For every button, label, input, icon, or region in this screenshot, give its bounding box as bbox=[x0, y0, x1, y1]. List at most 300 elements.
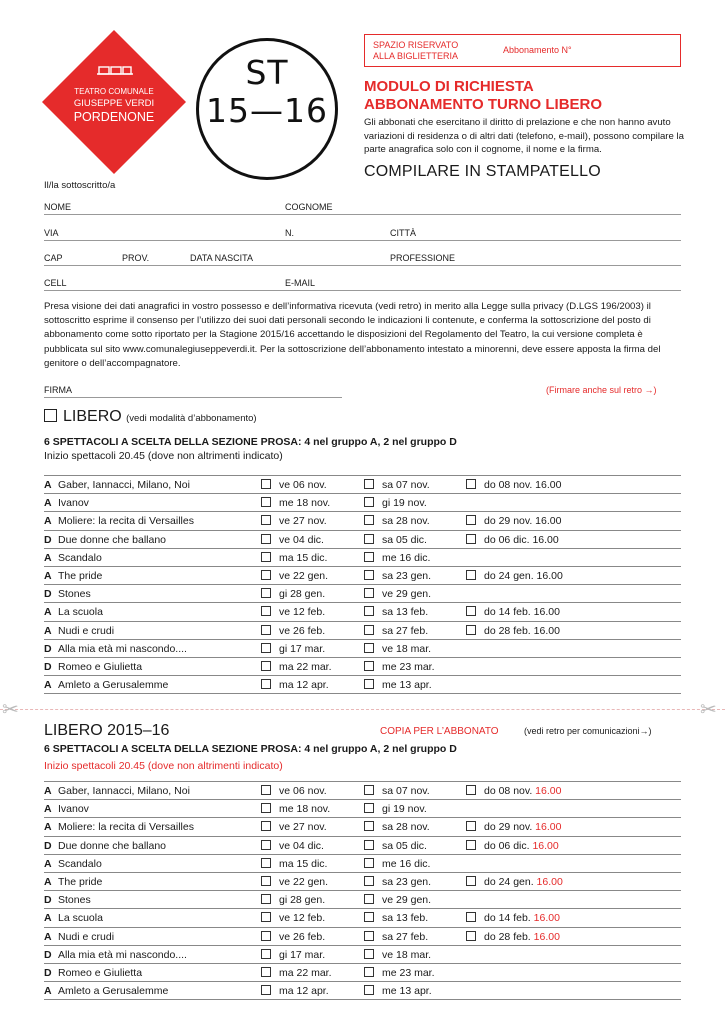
date-label: sa 13 feb. bbox=[382, 606, 429, 619]
date-label: gi 17 mar. bbox=[279, 642, 326, 655]
date-checkbox[interactable] bbox=[261, 985, 271, 995]
date-label: ve 27 nov. bbox=[279, 821, 327, 834]
date-option[interactable] bbox=[364, 985, 432, 997]
date-label: sa 13 feb. bbox=[382, 912, 429, 925]
date-label: me 16 dic. bbox=[382, 551, 431, 564]
show-title: Moliere: la recita di Versailles bbox=[58, 821, 194, 834]
show-title: Stones bbox=[58, 588, 91, 601]
time-label: 16.00 bbox=[530, 606, 560, 619]
date-option[interactable] bbox=[466, 606, 560, 618]
show-title: Scandalo bbox=[58, 857, 102, 870]
date-option[interactable] bbox=[261, 497, 330, 509]
date-label: ve 29 gen. bbox=[382, 588, 432, 601]
date-checkbox[interactable] bbox=[466, 785, 476, 795]
date-label: sa 05 dic. bbox=[382, 839, 427, 852]
date-checkbox[interactable] bbox=[364, 679, 374, 689]
date-option[interactable] bbox=[364, 894, 431, 906]
date-option[interactable] bbox=[364, 643, 431, 655]
date-option[interactable] bbox=[364, 876, 431, 888]
copia-label: COPIA PER L’ABBONATO bbox=[380, 726, 499, 737]
date-label: sa 07 nov. bbox=[382, 479, 430, 491]
citta-label: CITTÀ bbox=[390, 228, 416, 238]
date-option[interactable] bbox=[364, 912, 428, 924]
date-checkbox[interactable] bbox=[261, 661, 271, 671]
firmare-retro-note: (Firmare anche sul retro →) bbox=[546, 385, 657, 395]
date-option[interactable] bbox=[261, 894, 325, 906]
date-option[interactable] bbox=[261, 876, 328, 888]
date-label: ve 12 feb. bbox=[279, 912, 326, 925]
date-option[interactable] bbox=[364, 515, 430, 527]
data-nascita-label: DATA NASCITA bbox=[190, 253, 254, 263]
group-label: A bbox=[44, 857, 52, 870]
date-label: ve 04 dic. bbox=[279, 533, 324, 546]
show-row bbox=[44, 475, 681, 493]
date-label: do 29 nov. bbox=[484, 515, 533, 528]
date-label: ve 29 gen. bbox=[382, 894, 432, 907]
logo-line3: PORDENONE bbox=[73, 110, 155, 124]
show-row bbox=[44, 548, 681, 566]
show-row bbox=[44, 657, 681, 675]
date-label: gi 19 nov. bbox=[382, 497, 427, 510]
group-label: A bbox=[44, 803, 52, 816]
date-checkbox[interactable] bbox=[261, 912, 271, 922]
date-option[interactable] bbox=[261, 985, 329, 997]
date-checkbox[interactable] bbox=[466, 821, 476, 831]
show-title: Due donne che ballano bbox=[58, 533, 167, 546]
date-option[interactable] bbox=[364, 949, 431, 961]
date-checkbox[interactable] bbox=[364, 643, 374, 653]
time-label: 16.00 bbox=[533, 569, 563, 582]
date-option[interactable] bbox=[364, 588, 431, 600]
date-label: ve 27 nov. bbox=[279, 515, 327, 528]
cap-prov-field[interactable] bbox=[44, 265, 681, 266]
date-checkbox[interactable] bbox=[364, 840, 374, 850]
date-label: ve 22 gen. bbox=[279, 569, 329, 582]
date-checkbox[interactable] bbox=[466, 534, 476, 544]
date-label: do 06 dic. bbox=[484, 533, 530, 546]
show-row bbox=[44, 511, 681, 529]
date-option[interactable] bbox=[466, 912, 560, 924]
group-label: D bbox=[44, 588, 52, 601]
date-option[interactable] bbox=[364, 661, 435, 673]
date-option[interactable] bbox=[466, 570, 563, 582]
date-label: do 28 feb. bbox=[484, 624, 531, 637]
date-option[interactable] bbox=[466, 785, 561, 797]
group-label: A bbox=[44, 912, 52, 925]
show-title: Amleto a Gerusalemme bbox=[58, 679, 169, 692]
form-description: Gli abbonati che esercitano il diritto di prelazione e che non hanno avuto variazioni di residenza o di altri dati (telefono, e-mail), possono compilare la parte anagrafica solo con il cognome, il nome e la firma. bbox=[364, 117, 684, 155]
show-row bbox=[44, 530, 681, 548]
group-label: A bbox=[44, 479, 52, 491]
section2-times: Inizio spettacoli 20.45 (dove non altrimenti indicato) bbox=[44, 760, 283, 772]
date-checkbox[interactable] bbox=[364, 661, 374, 671]
date-checkbox[interactable] bbox=[364, 949, 374, 959]
group-label: D bbox=[44, 894, 52, 907]
show-row bbox=[44, 566, 681, 584]
shows-table bbox=[44, 475, 681, 694]
date-option[interactable] bbox=[261, 534, 324, 546]
date-option[interactable] bbox=[466, 515, 561, 527]
date-option[interactable] bbox=[261, 840, 324, 852]
date-label: do 29 nov. bbox=[484, 821, 533, 834]
show-row bbox=[44, 836, 681, 854]
date-option[interactable] bbox=[364, 606, 428, 618]
date-checkbox[interactable] bbox=[261, 840, 271, 850]
time-label: 16.00 bbox=[532, 785, 562, 797]
libero-note: (vedi modalità d’abbonamento) bbox=[126, 413, 257, 424]
date-label: me 18 nov. bbox=[279, 803, 331, 816]
libero-checkbox[interactable] bbox=[44, 409, 57, 422]
date-option[interactable] bbox=[261, 858, 327, 870]
time-label: 16.00 bbox=[530, 930, 560, 943]
show-row bbox=[44, 981, 681, 999]
date-option[interactable] bbox=[261, 515, 327, 527]
section2-subtitle: 6 SPETTACOLI A SCELTA DELLA SEZIONE PROSA: 4 nel gruppo A, 2 nel gruppo D bbox=[44, 743, 457, 755]
date-option[interactable] bbox=[261, 803, 330, 815]
date-checkbox[interactable] bbox=[364, 588, 374, 598]
date-label: ve 26 feb. bbox=[279, 930, 326, 943]
group-label: D bbox=[44, 642, 52, 655]
prov-label: PROV. bbox=[122, 253, 150, 263]
date-label: ma 12 apr. bbox=[279, 985, 329, 998]
date-option[interactable] bbox=[364, 967, 435, 979]
show-title: Moliere: la recita di Versailles bbox=[58, 515, 194, 528]
date-checkbox[interactable] bbox=[466, 606, 476, 616]
show-row bbox=[44, 602, 681, 620]
table-end-rule bbox=[44, 999, 681, 1000]
group-label: A bbox=[44, 930, 52, 943]
time-label: 16.00 bbox=[532, 479, 562, 491]
date-option[interactable] bbox=[261, 967, 332, 979]
time-label: 16.00 bbox=[529, 839, 559, 852]
date-option[interactable] bbox=[261, 588, 325, 600]
date-checkbox[interactable] bbox=[466, 931, 476, 941]
date-checkbox[interactable] bbox=[364, 858, 374, 868]
date-checkbox[interactable] bbox=[364, 552, 374, 562]
date-option[interactable] bbox=[364, 497, 427, 509]
group-label: A bbox=[44, 624, 52, 637]
date-checkbox[interactable] bbox=[261, 967, 271, 977]
date-option[interactable] bbox=[261, 479, 327, 491]
date-label: sa 23 gen. bbox=[382, 569, 432, 582]
group-label: A bbox=[44, 785, 52, 797]
date-checkbox[interactable] bbox=[364, 821, 374, 831]
libero-option[interactable] bbox=[44, 408, 257, 426]
date-label: do 24 gen. bbox=[484, 569, 534, 582]
date-checkbox[interactable] bbox=[364, 803, 374, 813]
show-title: La scuola bbox=[58, 912, 103, 925]
group-label: A bbox=[44, 551, 52, 564]
nome-label: NOME bbox=[44, 202, 71, 212]
date-checkbox[interactable] bbox=[261, 931, 271, 941]
date-checkbox[interactable] bbox=[261, 497, 271, 507]
group-label: A bbox=[44, 985, 52, 998]
reserved-box bbox=[364, 34, 681, 67]
date-label: me 23 mar. bbox=[382, 660, 435, 673]
show-title: La scuola bbox=[58, 606, 103, 619]
date-checkbox[interactable] bbox=[261, 625, 271, 635]
date-label: do 24 gen. bbox=[484, 875, 534, 888]
date-option[interactable] bbox=[364, 534, 427, 546]
date-label: sa 28 nov. bbox=[382, 821, 430, 834]
time-label: 16.00 bbox=[529, 533, 559, 546]
date-option[interactable] bbox=[261, 552, 327, 564]
date-label: ve 06 nov. bbox=[279, 479, 327, 491]
date-checkbox[interactable] bbox=[261, 552, 271, 562]
date-label: ma 15 dic. bbox=[279, 857, 328, 870]
date-checkbox[interactable] bbox=[466, 876, 476, 886]
date-checkbox[interactable] bbox=[261, 821, 271, 831]
theatre-logo bbox=[42, 30, 186, 174]
group-label: A bbox=[44, 875, 52, 888]
cell-label: CELL bbox=[44, 278, 67, 288]
date-option[interactable] bbox=[364, 679, 432, 691]
date-option[interactable] bbox=[261, 949, 325, 961]
show-row bbox=[44, 621, 681, 639]
date-checkbox[interactable] bbox=[364, 931, 374, 941]
date-label: me 18 nov. bbox=[279, 497, 331, 510]
date-option[interactable] bbox=[364, 625, 428, 637]
date-option[interactable] bbox=[466, 931, 560, 943]
show-row bbox=[44, 945, 681, 963]
show-row bbox=[44, 854, 681, 872]
date-checkbox[interactable] bbox=[364, 967, 374, 977]
time-label: 16.00 bbox=[530, 624, 560, 637]
date-label: do 14 feb. bbox=[484, 912, 531, 925]
date-label: do 06 dic. bbox=[484, 839, 530, 852]
date-label: me 13 apr. bbox=[382, 985, 432, 998]
show-row bbox=[44, 493, 681, 511]
date-checkbox[interactable] bbox=[466, 840, 476, 850]
n-label: N. bbox=[285, 228, 294, 238]
show-title: Ivanov bbox=[58, 803, 89, 816]
date-checkbox[interactable] bbox=[364, 515, 374, 525]
date-checkbox[interactable] bbox=[261, 570, 271, 580]
email-label: E-MAIL bbox=[285, 278, 316, 288]
scissors-icon: ✂ bbox=[2, 699, 19, 721]
date-checkbox[interactable] bbox=[364, 606, 374, 616]
date-checkbox[interactable] bbox=[364, 912, 374, 922]
group-label: A bbox=[44, 606, 52, 619]
date-checkbox[interactable] bbox=[261, 588, 271, 598]
table-end-rule bbox=[44, 693, 681, 694]
cap-label: CAP bbox=[44, 253, 63, 263]
date-label: me 13 apr. bbox=[382, 679, 432, 692]
show-row bbox=[44, 963, 681, 981]
show-title: Gaber, Iannacci, Milano, Noi bbox=[58, 479, 190, 491]
cognome-label: COGNOME bbox=[285, 202, 333, 212]
date-checkbox[interactable] bbox=[364, 479, 374, 489]
logo-line2: GIUSEPPE VERDI bbox=[73, 98, 155, 109]
professione-label: PROFESSIONE bbox=[390, 253, 456, 263]
date-label: me 23 mar. bbox=[382, 966, 435, 979]
date-checkbox[interactable] bbox=[261, 679, 271, 689]
date-checkbox[interactable] bbox=[466, 912, 476, 922]
date-option[interactable] bbox=[364, 803, 427, 815]
show-title: The pride bbox=[58, 875, 103, 888]
group-label: A bbox=[44, 821, 52, 834]
group-label: D bbox=[44, 533, 52, 546]
date-label: do 08 nov. bbox=[484, 785, 533, 797]
date-option[interactable] bbox=[261, 643, 325, 655]
show-title: Romeo e Giulietta bbox=[58, 966, 143, 979]
date-label: ma 12 apr. bbox=[279, 679, 329, 692]
date-option[interactable] bbox=[466, 625, 560, 637]
date-checkbox[interactable] bbox=[261, 606, 271, 616]
sottoscritto-label: Il/la sottoscritto/a bbox=[44, 180, 116, 191]
time-label: 16.00 bbox=[532, 515, 562, 528]
date-option[interactable] bbox=[261, 821, 327, 833]
date-checkbox[interactable] bbox=[364, 876, 374, 886]
date-checkbox[interactable] bbox=[364, 625, 374, 635]
date-option[interactable] bbox=[364, 552, 430, 564]
date-checkbox[interactable] bbox=[261, 858, 271, 868]
copy-title: LIBERO 2015–16 bbox=[44, 722, 170, 739]
date-option[interactable] bbox=[364, 858, 430, 870]
group-label: D bbox=[44, 660, 52, 673]
date-checkbox[interactable] bbox=[466, 515, 476, 525]
date-option[interactable] bbox=[261, 661, 332, 673]
date-label: sa 27 feb. bbox=[382, 930, 429, 943]
date-label: sa 27 feb. bbox=[382, 624, 429, 637]
date-label: sa 28 nov. bbox=[382, 515, 430, 528]
shows-table-copy bbox=[44, 781, 681, 1000]
logo-line1: TEATRO COMUNALE bbox=[74, 87, 154, 96]
date-option[interactable] bbox=[364, 821, 430, 833]
date-checkbox[interactable] bbox=[261, 894, 271, 904]
nome-cognome-field[interactable] bbox=[44, 214, 681, 215]
date-option[interactable] bbox=[261, 570, 328, 582]
date-label: do 28 feb. bbox=[484, 930, 531, 943]
abbonamento-number-label: Abbonamento N° bbox=[503, 45, 572, 55]
section1-subtitle: 6 SPETTACOLI A SCELTA DELLA SEZIONE PROSA: 4 nel gruppo A, 2 nel gruppo D bbox=[44, 436, 457, 448]
time-label: 16.00 bbox=[532, 821, 562, 834]
date-label: ve 18 mar. bbox=[382, 642, 432, 655]
show-row bbox=[44, 675, 681, 693]
scissors-icon: ✂ bbox=[700, 699, 717, 721]
show-row bbox=[44, 639, 681, 657]
group-label: A bbox=[44, 569, 52, 582]
date-label: gi 28 gen. bbox=[279, 894, 326, 907]
address-field[interactable] bbox=[44, 240, 681, 241]
date-checkbox[interactable] bbox=[261, 949, 271, 959]
date-option[interactable] bbox=[364, 931, 428, 943]
show-title: Due donne che ballano bbox=[58, 839, 167, 852]
show-title: Amleto a Gerusalemme bbox=[58, 985, 169, 998]
season-label: ST 15—16 bbox=[206, 53, 328, 130]
show-row bbox=[44, 908, 681, 926]
reserved-label2: ALLA BIGLIETTERIA bbox=[373, 51, 459, 61]
group-label: D bbox=[44, 966, 52, 979]
date-option[interactable] bbox=[261, 912, 325, 924]
date-option[interactable] bbox=[466, 534, 559, 546]
date-checkbox[interactable] bbox=[466, 479, 476, 489]
date-checkbox[interactable] bbox=[261, 643, 271, 653]
date-option[interactable] bbox=[261, 606, 325, 618]
section1-times: Inizio spettacoli 20.45 (dove non altrimenti indicato) bbox=[44, 450, 283, 462]
cut-line bbox=[0, 709, 725, 710]
show-row bbox=[44, 799, 681, 817]
firma-field[interactable] bbox=[44, 397, 342, 398]
date-label: ma 22 mar. bbox=[279, 966, 332, 979]
date-option[interactable] bbox=[466, 840, 559, 852]
show-title: Alla mia età mi nascondo.... bbox=[58, 948, 187, 961]
date-option[interactable] bbox=[261, 785, 327, 797]
date-option[interactable] bbox=[364, 570, 431, 582]
date-label: ve 04 dic. bbox=[279, 839, 324, 852]
compilare-heading: COMPILARE IN STAMPATELLO bbox=[364, 163, 601, 180]
date-checkbox[interactable] bbox=[466, 625, 476, 635]
group-label: D bbox=[44, 839, 52, 852]
date-option[interactable] bbox=[364, 479, 430, 491]
consent-text: Presa visione dei dati anagrafici in vostro possesso e dell’informativa ricevuta (vedi retro) in merito alla Legge sulla privacy (D.LGS 196/2003) il sottoscritto esprime il consenso per l’utilizzo dei suoi dati personali secondo le indicazioni li contenute, e conferma la sottoscrizione del posto di abbonamento come sotto riportato per la Stagione 2015/16 accettando le disposizioni del Regolamento del Teatro, la cui versione completa è pubblicata sul sito www.comunalegiuseppeverdi.it. Per la sottoscrizione dell’abbonamento intestato a minorenni, deve essere apposta la firma del genitore o dell’accompagnatore. bbox=[44, 301, 661, 369]
date-label: ma 22 mar. bbox=[279, 660, 332, 673]
libero-title: LIBERO bbox=[63, 408, 122, 425]
reserved-label1: SPAZIO RISERVATO bbox=[373, 40, 459, 50]
show-title: Gaber, Iannacci, Milano, Noi bbox=[58, 785, 190, 797]
date-option[interactable] bbox=[466, 821, 561, 833]
via-label: VIA bbox=[44, 228, 59, 238]
group-label: A bbox=[44, 497, 52, 510]
show-row bbox=[44, 890, 681, 908]
date-checkbox[interactable] bbox=[364, 785, 374, 795]
show-row bbox=[44, 927, 681, 945]
contact-field[interactable] bbox=[44, 290, 681, 291]
date-label: gi 19 nov. bbox=[382, 803, 427, 816]
firma-label: FIRMA bbox=[44, 385, 72, 395]
date-option[interactable] bbox=[466, 876, 563, 888]
time-label: 16.00 bbox=[530, 912, 560, 925]
date-label: sa 23 gen. bbox=[382, 875, 432, 888]
time-label: 16.00 bbox=[533, 875, 563, 888]
date-label: do 08 nov. bbox=[484, 479, 533, 491]
date-checkbox[interactable] bbox=[466, 570, 476, 580]
date-label: ma 15 dic. bbox=[279, 551, 328, 564]
date-checkbox[interactable] bbox=[364, 894, 374, 904]
date-option[interactable] bbox=[261, 931, 325, 943]
date-option[interactable] bbox=[364, 840, 427, 852]
date-checkbox[interactable] bbox=[364, 497, 374, 507]
group-label: A bbox=[44, 515, 52, 528]
date-checkbox[interactable] bbox=[261, 515, 271, 525]
date-checkbox[interactable] bbox=[261, 876, 271, 886]
date-checkbox[interactable] bbox=[261, 803, 271, 813]
show-title: Stones bbox=[58, 894, 91, 907]
group-label: A bbox=[44, 679, 52, 692]
date-checkbox[interactable] bbox=[261, 534, 271, 544]
date-option[interactable] bbox=[364, 785, 430, 797]
date-checkbox[interactable] bbox=[364, 570, 374, 580]
date-option[interactable] bbox=[261, 625, 325, 637]
date-checkbox[interactable] bbox=[364, 534, 374, 544]
date-checkbox[interactable] bbox=[261, 479, 271, 489]
group-label: D bbox=[44, 948, 52, 961]
date-checkbox[interactable] bbox=[364, 985, 374, 995]
show-row bbox=[44, 584, 681, 602]
show-title: Nudi e crudi bbox=[58, 930, 115, 943]
date-option[interactable] bbox=[261, 679, 329, 691]
date-label: gi 28 gen. bbox=[279, 588, 326, 601]
vedi-retro-note: (vedi retro per comunicazioni→) bbox=[524, 726, 652, 736]
show-row bbox=[44, 817, 681, 835]
date-label: sa 05 dic. bbox=[382, 533, 427, 546]
date-label: ve 22 gen. bbox=[279, 875, 329, 888]
date-label: ve 18 mar. bbox=[382, 948, 432, 961]
date-label: me 16 dic. bbox=[382, 857, 431, 870]
show-row bbox=[44, 872, 681, 890]
date-option[interactable] bbox=[466, 479, 561, 491]
date-checkbox[interactable] bbox=[261, 785, 271, 795]
